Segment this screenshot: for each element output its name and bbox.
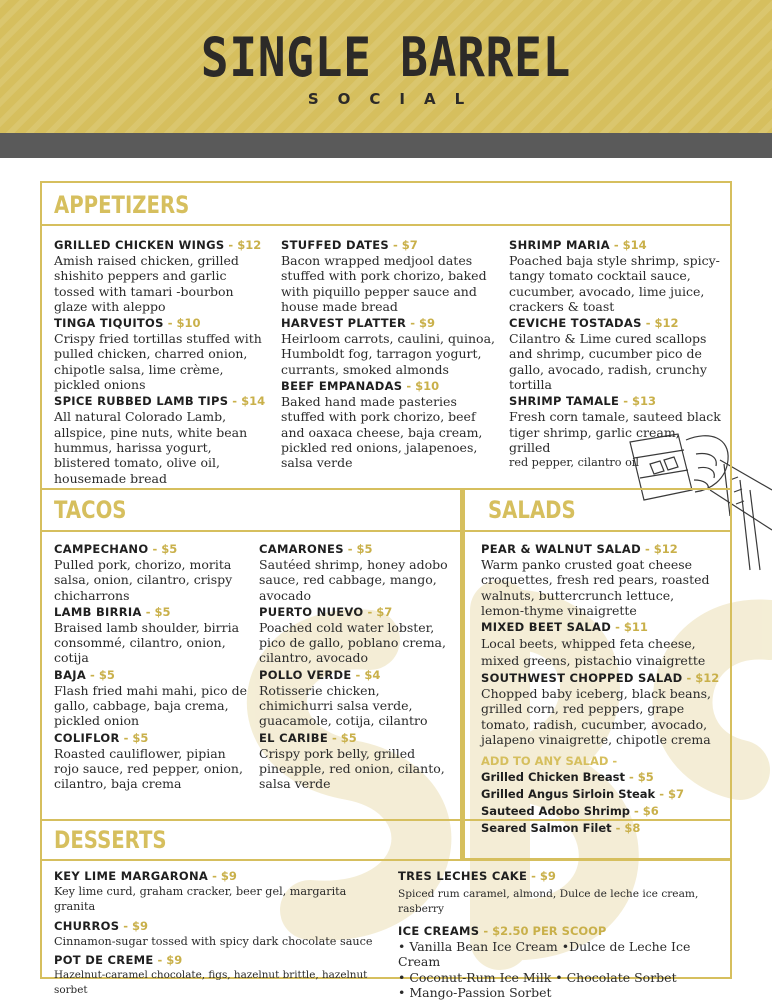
item-price: - $2.50 PER SCOOP bbox=[483, 923, 607, 938]
item-name: PEAR & WALNUT SALAD bbox=[481, 542, 641, 556]
item-price: - $9 bbox=[123, 918, 149, 933]
item-description: Roasted cauliflower, pipian rojo sauce, red pepper, onion, cilantro, baja crema bbox=[54, 745, 243, 792]
item-price: - $4 bbox=[355, 667, 381, 682]
item-price: - $9 bbox=[410, 316, 435, 331]
item-description: Cinnamon-sugar tossed with spicy dark chocolate sauce bbox=[54, 934, 373, 948]
tacos-column-2 bbox=[259, 542, 453, 794]
item-price: - $11 bbox=[615, 620, 648, 635]
item-price: - $14 bbox=[613, 238, 647, 252]
brand-logo-subtitle: SOCIAL bbox=[307, 90, 484, 108]
item-description: Chopped baby iceberg, black beans, grilled corn, red peppers, grape tomato, radish, cucumber, avocado, jalapeno vinaigrette, chipotle crema bbox=[481, 686, 712, 748]
flavor-line: • Mango-Passion Sorbet bbox=[398, 985, 552, 1000]
appetizers-title-rule bbox=[40, 224, 732, 226]
item-description: Poached baja style shrimp, spicy-tangy tomato cocktail sauce, cucumber, avocado, lime juice, crackers & toast bbox=[509, 253, 720, 314]
item-description: Heirloom carrots, caulini, quinoa, Humboldt fog, tarragon yogurt, currants, smoked almonds bbox=[281, 331, 496, 377]
item-description: Key lime curd, graham cracker, beer gel, margarita granita bbox=[54, 885, 347, 914]
item-price: - $13 bbox=[623, 394, 656, 409]
menu-item bbox=[398, 924, 728, 1000]
item-price: - $5 bbox=[152, 542, 178, 556]
flavor-line: • Vanilla Bean Ice Cream •Dulce de Leche Ice Cream bbox=[398, 938, 691, 970]
item-price: - $9 bbox=[157, 952, 183, 967]
salad-addon bbox=[481, 769, 721, 786]
item-name: SOUTHWEST CHOPPED SALAD bbox=[481, 671, 683, 686]
item-description: Rotisserie chicken, chimichurri salsa verde, guacamole, cotija, cilantro bbox=[259, 682, 428, 729]
item-name: SHRIMP TAMALE bbox=[509, 394, 620, 409]
header-divider-band bbox=[0, 133, 772, 158]
menu-item bbox=[509, 316, 723, 392]
salad-addon bbox=[481, 803, 721, 820]
desserts-title-rule bbox=[40, 859, 732, 861]
item-name: GRILLED CHICKEN WINGS bbox=[54, 238, 225, 252]
item-name: TRES LECHES CAKE bbox=[398, 869, 528, 883]
desserts-column-1 bbox=[54, 869, 389, 1000]
brand-logo-title: SINGLE BARREL bbox=[200, 26, 572, 89]
flavor-line: • Coconut-Rum Ice Milk • Chocolate Sorbet bbox=[398, 969, 677, 985]
item-description: Local beets, whipped feta cheese, mixed greens, pistachio vinaigrette bbox=[481, 636, 706, 669]
menu-item bbox=[509, 238, 723, 314]
menu-item bbox=[481, 542, 721, 618]
item-name: CHURROS bbox=[54, 918, 120, 933]
menu-item bbox=[54, 316, 270, 392]
item-name: TINGA TIQUITOS bbox=[54, 316, 164, 331]
menu-item bbox=[54, 731, 248, 792]
item-name: PUERTO NUEVO bbox=[259, 604, 364, 619]
item-price: - $5 bbox=[347, 542, 373, 556]
menu-item bbox=[398, 869, 728, 918]
menu-item bbox=[509, 394, 723, 470]
menu-item bbox=[281, 238, 497, 314]
item-description: Hazelnut-caramel chocolate, figs, hazelnut brittle, hazelnut sorbet bbox=[54, 968, 368, 997]
desserts-heading: DESSERTS bbox=[54, 826, 167, 854]
ice-cream-flavors bbox=[398, 939, 728, 1000]
item-description: Sautéed shrimp, honey adobo sauce, red cabbage, mango, avocado bbox=[259, 557, 448, 603]
item-price: - $10 bbox=[406, 379, 440, 394]
item-name: CEVICHE TOSTADAS bbox=[509, 316, 642, 331]
item-price: - $5 bbox=[331, 730, 357, 745]
menu-item bbox=[54, 394, 270, 485]
item-price: - $12 bbox=[686, 671, 720, 686]
menu-item bbox=[281, 379, 497, 470]
appetizers-column-2 bbox=[281, 238, 497, 473]
item-name: SHRIMP MARIA bbox=[509, 238, 610, 252]
item-name: HARVEST PLATTER bbox=[281, 316, 407, 331]
item-price: - $14 bbox=[232, 394, 266, 409]
item-description: Crispy fried tortillas stuffed with pulled chicken, charred onion, chipotle salsa, lime crème, pickled onions bbox=[54, 331, 262, 393]
item-name: ICE CREAMS bbox=[398, 923, 480, 938]
salad-addons-heading: ADD TO ANY SALAD - bbox=[481, 754, 618, 769]
addon-price: - $8 bbox=[615, 821, 641, 836]
menu-item bbox=[54, 542, 248, 603]
item-price: - $7 bbox=[393, 238, 418, 252]
appetizers-heading: APPETIZERS bbox=[54, 191, 190, 219]
menu-item bbox=[481, 620, 721, 669]
menu-item bbox=[54, 953, 389, 999]
item-price: - $12 bbox=[645, 316, 679, 331]
item-name: SPICE RUBBED LAMB TIPS bbox=[54, 394, 229, 409]
item-name: BAJA bbox=[54, 667, 87, 682]
addon-price: - $5 bbox=[629, 770, 654, 785]
addon-name: Grilled Chicken Breast bbox=[481, 770, 626, 785]
addon-name: Sauteed Adobo Shrimp bbox=[481, 804, 631, 819]
appetizers-column-1 bbox=[54, 238, 270, 488]
salads-heading: SALADS bbox=[488, 496, 576, 524]
item-name: POT DE CREME bbox=[54, 952, 154, 967]
item-description: Baked hand made pasteries stuffed with pork chorizo, beef and oaxaca cheese, baja cream, pickled red onions, jalapenoes, salsa verde bbox=[281, 394, 483, 471]
item-description: Fresh corn tamale, sauteed black tiger shrimp, garlic cream, grilled bbox=[509, 409, 721, 455]
item-price: - $12 bbox=[644, 542, 678, 556]
salads-column bbox=[481, 542, 721, 837]
item-description: Pulled pork, chorizo, morita salsa, onion, cilantro, crispy chicharrons bbox=[54, 557, 233, 603]
tacos-column-1 bbox=[54, 542, 248, 794]
item-description: Warm panko crusted goat cheese croquettes, fresh red pears, roasted walnuts, buttercrunch lettuce, lemon-thyme vinaigrette bbox=[481, 557, 710, 618]
menu-item bbox=[54, 668, 248, 729]
item-name: CAMPECHANO bbox=[54, 542, 149, 556]
item-description: Amish raised chicken, grilled shishito peppers and garlic tossed with tamari -bourbon glaze with aleppo bbox=[54, 253, 239, 314]
addon-price: - $7 bbox=[659, 787, 684, 802]
appetizers-column-3 bbox=[509, 238, 723, 473]
item-price: - $5 bbox=[123, 730, 149, 745]
menu-item bbox=[259, 668, 453, 729]
salad-addon bbox=[481, 786, 721, 803]
item-price: - $5 bbox=[90, 667, 115, 682]
menu-item bbox=[54, 919, 389, 949]
item-description: Cilantro & Lime cured scallops and shrimp, cucumber pico de gallo, avocado, radish, crunchy tortilla bbox=[509, 331, 707, 393]
menu-item bbox=[54, 238, 270, 314]
item-description-tail: red pepper, cilantro oil bbox=[509, 456, 639, 470]
menu-item bbox=[54, 869, 389, 915]
item-description: Flash fried mahi mahi, pico de gallo, cabbage, baja crema, pickled onion bbox=[54, 682, 248, 729]
item-name: COLIFLOR bbox=[54, 730, 120, 745]
menu-item bbox=[259, 731, 453, 792]
item-name: CAMARONES bbox=[259, 542, 344, 556]
tacos-title-rule bbox=[40, 530, 462, 532]
menu-item bbox=[481, 671, 721, 747]
item-price: - $7 bbox=[367, 604, 393, 619]
item-description: Spiced rum caramel, almond, Dulce de leche ice cream, rasberry bbox=[398, 888, 699, 916]
item-name: LAMB BIRRIA bbox=[54, 604, 142, 619]
item-name: BEEF EMPANADAS bbox=[281, 379, 403, 394]
item-description: Braised lamb shoulder, birria consommé, cilantro, onion, cotija bbox=[54, 619, 240, 666]
item-description: Crispy pork belly, grilled pineapple, red onion, cilanto, salsa verde bbox=[259, 745, 445, 792]
item-price: - $9 bbox=[531, 869, 556, 883]
addon-price: - $6 bbox=[634, 804, 659, 819]
menu-item bbox=[54, 605, 248, 666]
item-description: Poached cold water lobster, pico de gallo, poblano crema, cilantro, avocado bbox=[259, 619, 446, 666]
item-price: - $9 bbox=[212, 869, 237, 883]
item-name: MIXED BEET SALAD bbox=[481, 620, 612, 635]
item-name: KEY LIME MARGARONA bbox=[54, 869, 209, 883]
tacos-heading: TACOS bbox=[54, 496, 127, 524]
item-name: EL CARIBE bbox=[259, 730, 328, 745]
menu-item bbox=[259, 605, 453, 666]
item-description: Bacon wrapped medjool dates stuffed with pork chorizo, baked with piquillo pepper sauce and house made bread bbox=[281, 253, 487, 314]
item-name: STUFFED DATES bbox=[281, 238, 390, 252]
menu-item bbox=[281, 316, 497, 377]
addon-name: Grilled Angus Sirloin Steak bbox=[481, 787, 656, 802]
item-name: POLLO VERDE bbox=[259, 667, 352, 682]
item-price: - $10 bbox=[167, 316, 201, 331]
addon-name: Seared Salmon Filet bbox=[481, 821, 612, 836]
menu-item bbox=[259, 542, 453, 603]
desserts-column-2 bbox=[398, 869, 728, 1000]
item-price: - $5 bbox=[145, 604, 171, 619]
item-description: All natural Colorado Lamb, allspice, pine nuts, white bean hummus, harissa yogurt, blistered tomato, olive oil, housemade bread bbox=[54, 409, 248, 486]
item-price: - $12 bbox=[228, 238, 262, 252]
salad-addon bbox=[481, 820, 721, 837]
